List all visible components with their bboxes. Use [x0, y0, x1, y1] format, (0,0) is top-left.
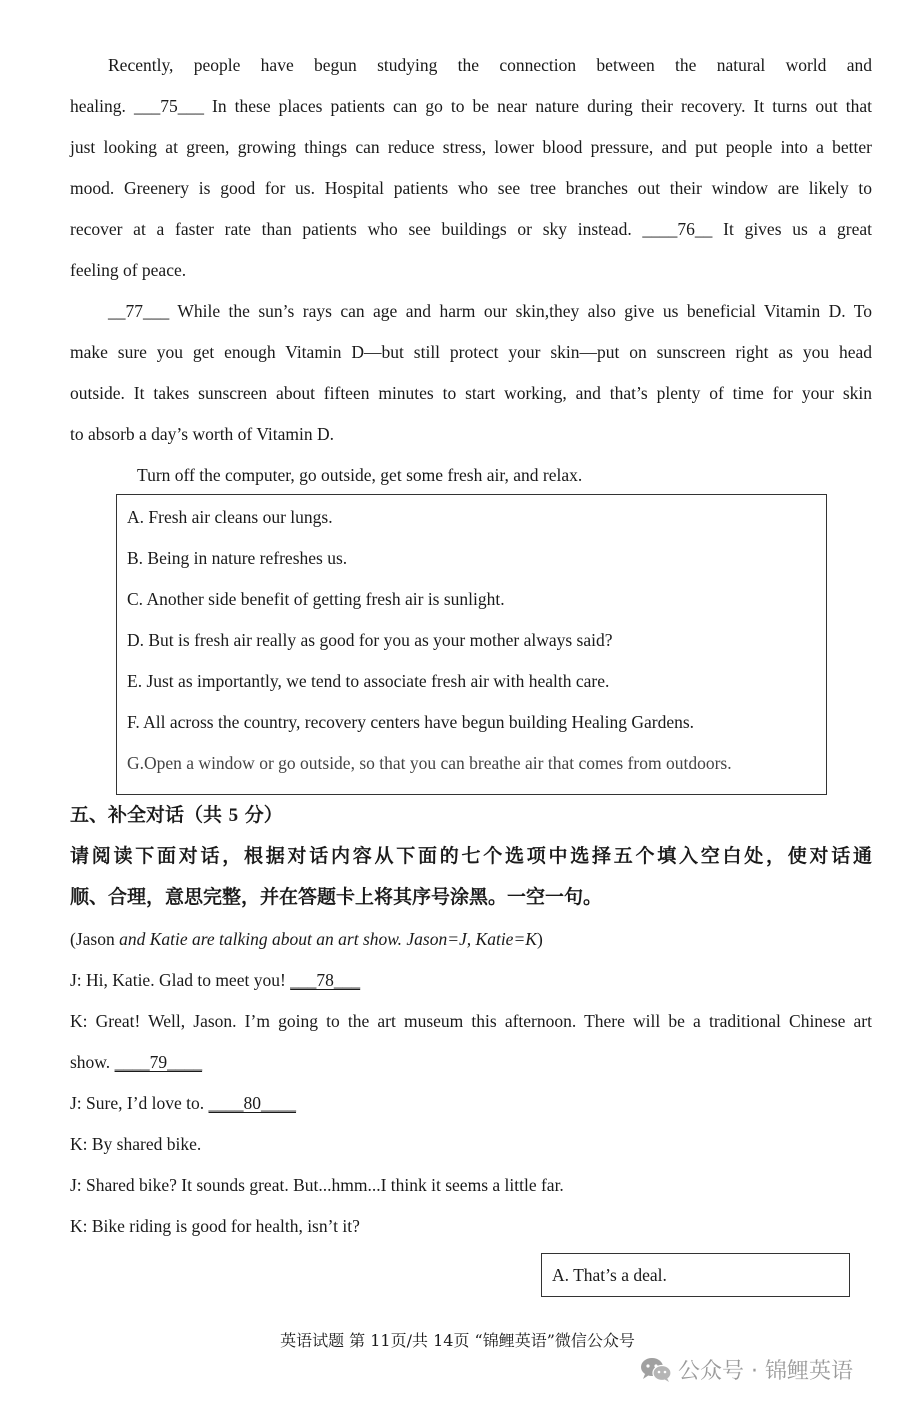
option-g: G.Open a window or go outside, so that you can breathe air that comes from outdoors.: [127, 753, 732, 773]
passage-p1-line-4: mood. Greenery is good for us. Hospital patients who see tree branches out their window are likely to: [70, 178, 872, 198]
blank-79: ____79____: [114, 1052, 203, 1072]
dialogue-intro-open: (Jason: [70, 929, 120, 949]
passage-p2-line-2: make sure you get enough Vitamin D—but still protect your skin—put on sunscreen right as you head: [70, 342, 872, 362]
dialogue-j1: [70, 969, 360, 991]
dialogue-k1-line-2-text: show.: [70, 1052, 115, 1072]
dialogue-k3: K: Bike riding is good for health, isn’t it?: [70, 1216, 360, 1236]
passage-p2-line-1: __77___ While the sun’s rays can age and harm our skin,they also give us beneficial Vitamin D. To: [108, 301, 872, 321]
blank-80: ____80____: [208, 1093, 297, 1113]
dialogue-intro: [70, 928, 543, 950]
option-b: B. Being in nature refreshes us.: [127, 548, 348, 568]
dialogue-k1-line-2: [70, 1051, 202, 1073]
option-f: F. All across the country, recovery centers have begun building Healing Gardens.: [127, 712, 695, 732]
option-c: C. Another side benefit of getting fresh air is sunlight.: [127, 589, 505, 609]
dialogue-k1-line-1: K: Great! Well, Jason. I’m going to the art museum this afternoon. There will be a traditional Chinese art: [70, 1011, 872, 1031]
blank-78: ___78___: [290, 970, 361, 990]
passage-p1-line-6: feeling of peace.: [70, 260, 187, 280]
dialogue-j2-text: J: Sure, I’d love to.: [70, 1093, 209, 1113]
dialogue-j3: J: Shared bike? It sounds great. But...hmm...I think it seems a little far.: [70, 1175, 564, 1195]
option-a: A. Fresh air cleans our lungs.: [127, 507, 333, 527]
passage-p1-line-5: recover at a faster rate than patients who see buildings or sky instead. ____76__ It gives us a great: [70, 219, 872, 239]
section5-heading-num: 5: [228, 805, 239, 826]
section5-heading-prefix: 五、补全对话（共: [70, 804, 229, 826]
dialogue-option-a: A. That’s a deal.: [552, 1265, 667, 1285]
dialogue-intro-italic: and Katie are talking about an art show. Jason=J, Katie=K: [119, 929, 537, 949]
section5-heading: [70, 804, 283, 827]
dialogue-intro-close: ): [536, 929, 543, 949]
section5-instructions-line-2: 顺、合理，意思完整，并在答题卡上将其序号涂黑。一空一句。: [70, 886, 603, 908]
dialogue-k2: K: By shared bike.: [70, 1134, 202, 1154]
watermark-text: 公众号 · 锦鲤英语: [678, 1359, 853, 1384]
dialogue-j1-text: J: Hi, Katie. Glad to meet you!: [70, 970, 291, 990]
passage-p2-line-3: outside. It takes sunscreen about fifteen minutes to start working, and that’s plenty of time for your skin: [70, 383, 872, 403]
passage-p1-line-1: Recently, people have begun studying the connection between the natural world and: [108, 55, 872, 75]
passage-p3: Turn off the computer, go outside, get some fresh air, and relax.: [137, 465, 583, 485]
option-d: D. But is fresh air really as good for you as your mother always said?: [127, 630, 613, 650]
page-footer: 英语试题 第 11页/共 14页 “锦鲤英语”微信公众号: [280, 1331, 635, 1350]
section5-instructions-line-1: 请阅读下面对话，根据对话内容从下面的七个选项中选择五个填入空白处，使对话通: [70, 845, 872, 867]
option-e: E. Just as importantly, we tend to associate fresh air with health care.: [127, 671, 610, 691]
wechat-watermark: [640, 1354, 853, 1385]
passage-p1-line-2: healing. ___75___ In these places patients can go to be near nature during their recovery. It turns out that: [70, 96, 872, 116]
dialogue-j2: [70, 1092, 296, 1114]
wechat-icon: [640, 1357, 672, 1383]
section5-heading-suffix: 分）: [238, 804, 283, 826]
passage-p2-line-4: to absorb a day’s worth of Vitamin D.: [70, 424, 335, 444]
passage-p1-line-3: just looking at green, growing things can reduce stress, lower blood pressure, and put people into a better: [70, 137, 872, 157]
